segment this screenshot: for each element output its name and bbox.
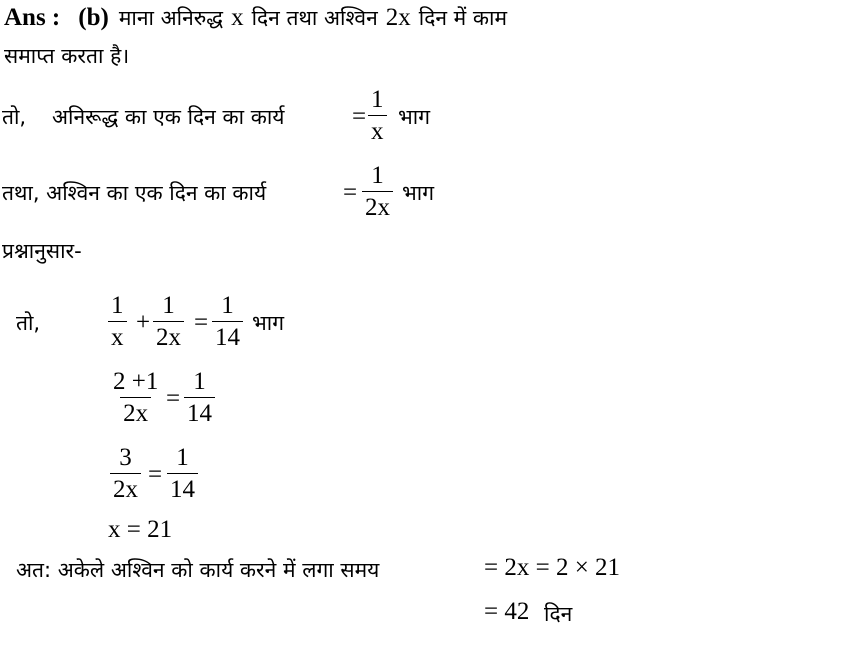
text-segment: माना अनिरुद्ध [118, 6, 224, 30]
fraction-denominator: 2x [110, 473, 141, 505]
answer-line-2: समाप्त करता है। [4, 44, 130, 68]
fraction-denominator: x [108, 321, 127, 353]
fraction-numerator: 1 [111, 292, 124, 319]
fraction-one-over-x [368, 84, 387, 147]
fraction-numerator: 2 +1 [113, 368, 159, 395]
fraction-one-over-2x [362, 160, 393, 223]
fraction-numerator: 1 [162, 292, 175, 319]
fraction-denominator: 2x [120, 397, 151, 429]
fraction-denominator: 14 [212, 321, 243, 353]
line3-text: अनिरूद्ध का एक दिन का कार्य [52, 105, 285, 129]
fraction-one-over-x [108, 290, 127, 353]
fraction-three-over-2x [110, 366, 161, 429]
according-to-question: प्रश्नानुसार- [2, 239, 82, 263]
x-equals-21: x = 21 [108, 516, 173, 543]
fraction-numerator: 1 [193, 368, 206, 395]
answer-line-1 [4, 4, 507, 32]
final-result: = 42 [484, 598, 530, 625]
plus-sign: + [136, 309, 151, 336]
fraction-numerator: 3 [119, 444, 132, 471]
equals-sign: = [194, 309, 209, 336]
fraction-one-over-14 [184, 366, 215, 429]
fraction-denominator: x [368, 115, 387, 147]
expression-2x: 2x [385, 4, 411, 31]
variable-x: x [231, 4, 244, 31]
fraction-denominator: 14 [167, 473, 198, 505]
equals-sign: = [148, 461, 163, 488]
line4-text: तथा, अश्विन का एक दिन का कार्य [2, 181, 267, 205]
fraction-denominator: 2x [362, 191, 393, 223]
fraction-numerator: 1 [371, 162, 384, 189]
equals-sign: = [166, 385, 181, 412]
equals-sign: = [343, 179, 358, 206]
fraction-three-over-2x [110, 442, 141, 505]
final-statement: अत: अकेले अश्विन को कार्य करने में लगा समय [16, 558, 380, 582]
line3-suffix: भाग [398, 105, 431, 129]
fraction-numerator: 1 [176, 444, 189, 471]
fraction-one-over-14 [167, 442, 198, 505]
eq1-suffix: भाग [252, 311, 285, 335]
ans-label: Ans : [4, 4, 61, 31]
line3-prefix: तो, [2, 105, 27, 129]
final-expression: = 2x = 2 × 21 [484, 554, 621, 581]
fraction-denominator: 2x [153, 321, 184, 353]
fraction-denominator: 14 [184, 397, 215, 429]
line4-suffix: भाग [402, 181, 435, 205]
fraction-numerator: 1 [371, 86, 384, 113]
final-unit: दिन [544, 602, 573, 626]
text-segment: दिन तथा अश्विन [251, 6, 378, 30]
equals-sign: = [352, 103, 367, 130]
fraction-numerator: 1 [221, 292, 234, 319]
option-label: (b) [78, 4, 109, 31]
text-segment: दिन में काम [418, 6, 508, 30]
eq1-prefix: तो, [16, 311, 41, 335]
fraction-one-over-2x [153, 290, 184, 353]
fraction-one-over-14 [212, 290, 243, 353]
